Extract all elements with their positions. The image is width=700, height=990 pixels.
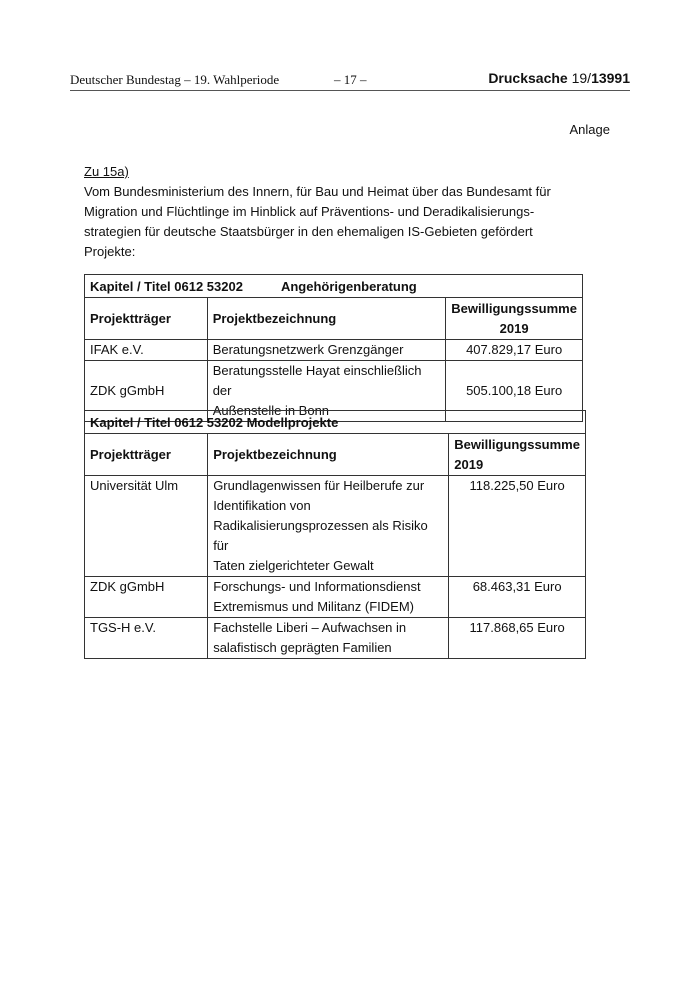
intro-line: Migration und Flüchtlinge im Hinblick auf Präventions- und Deradikalisierungs- [84, 204, 535, 219]
header-year: 2019 [499, 320, 529, 336]
cell-line: Beratungsstelle Hayat einschließlich der [212, 363, 422, 398]
cell-bezeichnung: Beratungsnetzwerk Grenzgänger [207, 340, 446, 361]
chapter-title: Kapitel / Titel 0612 53202 [90, 279, 243, 294]
table-angehoerigenberatung [84, 274, 583, 422]
table-row [85, 577, 586, 618]
header-projekttraeger: Projektträger [85, 298, 208, 340]
header-bewilligungssumme-label: Bewilligungssumme [451, 300, 577, 316]
cell-traeger: IFAK e.V. [85, 340, 208, 361]
cell-summe: 68.463,31 Euro [449, 577, 586, 618]
cell-line: Forschungs- und Informationsdienst [213, 579, 421, 594]
section-reference: Zu 15a) [84, 164, 129, 179]
chapter-name: Angehörigenberatung [280, 279, 417, 294]
cell-line: Extremismus und Militanz (FIDEM) [213, 599, 414, 614]
cell-traeger: TGS-H e.V. [85, 618, 208, 659]
cell-traeger: Universität Ulm [85, 476, 208, 577]
header-drucksache-number: 13991 [591, 70, 630, 86]
cell-summe: 118.225,50 Euro [449, 476, 586, 577]
cell-bezeichnung [208, 577, 449, 618]
header-bewilligungssumme [449, 434, 586, 476]
cell-traeger: ZDK gGmbH [85, 577, 208, 618]
table-modellprojekte [84, 410, 586, 659]
cell-summe: 407.829,17 Euro [446, 340, 583, 361]
intro-text [84, 162, 584, 262]
header-year: 2019 [454, 456, 484, 472]
header-page-number: – 17 – [334, 72, 367, 87]
cell-traeger: ZDK gGmbH [85, 361, 208, 422]
header-projekttraeger: Projektträger [85, 434, 208, 476]
cell-line: salafistisch geprägten Familien [213, 640, 392, 655]
table-row [85, 476, 586, 577]
header-projektbezeichnung: Projektbezeichnung [207, 298, 446, 340]
cell-line: Taten zielgerichteter Gewalt [213, 558, 374, 573]
cell-line: Radikalisierungsprozessen als Risiko für [213, 518, 428, 553]
header-publication: Deutscher Bundestag – 19. Wahlperiode [70, 72, 280, 87]
cell-bezeichnung [208, 618, 449, 659]
cell-line: Fachstelle Liberi – Aufwachsen in [213, 620, 407, 635]
annex-label: Anlage [569, 122, 610, 137]
header-period-number: 19/ [571, 70, 592, 86]
cell-line: Außenstelle in Bonn [212, 403, 330, 418]
table-chapter-row: Kapitel / Titel 0612 53202 Modellprojekte [85, 411, 586, 434]
cell-line: Identifikation von [213, 498, 311, 513]
table-row [85, 618, 586, 659]
cell-summe: 505.100,18 Euro [446, 361, 583, 422]
cell-summe: 117.868,65 Euro [449, 618, 586, 659]
intro-line: strategien für deutsche Staatsbürger in den ehemaligen IS-Gebieten gefördert [84, 224, 533, 239]
header-drucksache-label: Drucksache [488, 70, 568, 86]
cell-bezeichnung [208, 476, 449, 577]
intro-line: Projekte: [84, 244, 136, 259]
cell-line: Grundlagenwissen für Heilberufe zur [213, 478, 425, 493]
intro-line: Vom Bundesministerium des Innern, für Bau und Heimat über das Bundesamt für [84, 184, 551, 199]
header-bewilligungssumme [446, 298, 583, 340]
table-row [85, 340, 583, 361]
header-document-number [488, 70, 630, 86]
page-header [70, 70, 630, 91]
table-chapter-row [85, 275, 583, 298]
header-bewilligungssumme-label: Bewilligungssumme [454, 436, 580, 452]
header-projektbezeichnung: Projektbezeichnung [208, 434, 449, 476]
